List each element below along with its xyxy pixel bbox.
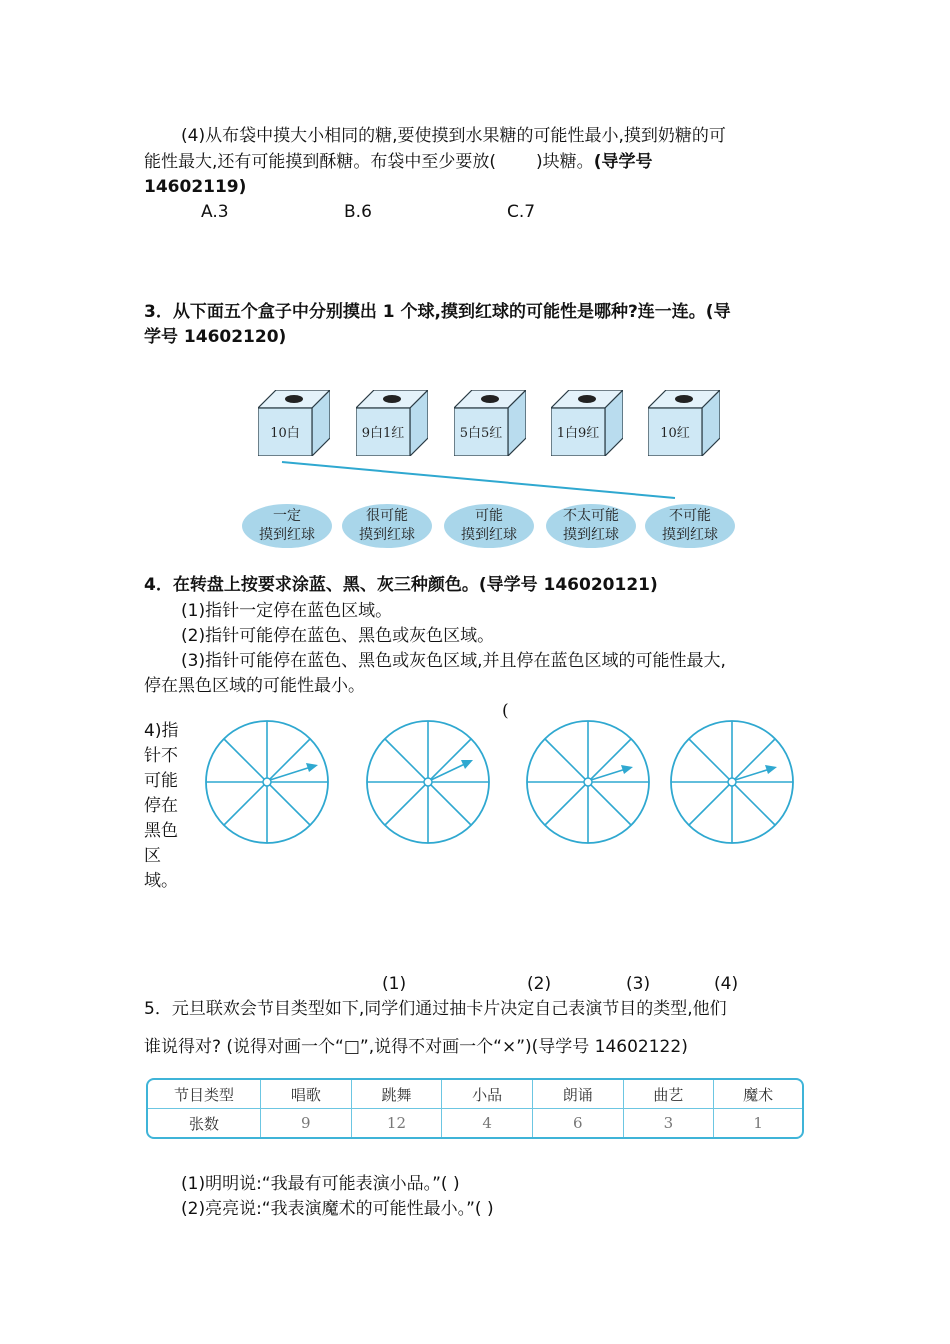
option-a: A.3 (201, 202, 229, 222)
q5-statement-1: (1)明明说:“我最有可能表演小品。”( ) (181, 1174, 460, 1194)
table-cell: 小品 (442, 1080, 533, 1109)
q2-4-line2c: (导学号 (593, 152, 653, 172)
table-cell: 曲艺 (624, 1080, 715, 1109)
spinner-4[interactable] (667, 717, 797, 847)
oval-line1: 不太可能 (563, 508, 619, 524)
box-label: 10红 (660, 426, 690, 441)
table-cell: 4 (442, 1109, 533, 1137)
oval-line2: 摸到红球 (461, 527, 517, 543)
option-c: C.7 (507, 202, 536, 222)
q2-4-line2a: 能性最大,还有可能摸到酥糖。布袋中至少要放( (144, 152, 497, 172)
q5-line2: 谁说得对? (说得对画一个“□”,说得不对画一个“×”)(导学号 14602122) (144, 1037, 688, 1057)
oval-line1: 很可能 (366, 508, 408, 524)
connect-line (270, 458, 690, 504)
table-cell: 6 (533, 1109, 624, 1137)
oval-very-likely (342, 504, 432, 548)
oval-line2: 摸到红球 (359, 527, 415, 543)
q4-p2: (2)指针可能停在蓝色、黑色或灰色区域。 (181, 626, 495, 646)
table-cell: 张数 (148, 1109, 261, 1137)
oval-certain (242, 504, 332, 548)
box-10-red (648, 390, 720, 456)
q3-line1: 3．从下面五个盒子中分别摸出 1 个球,摸到红球的可能性是哪种?连一连。(导 (144, 302, 731, 322)
oval-line2: 摸到红球 (259, 527, 315, 543)
q2-4-line2 (144, 150, 652, 174)
spinner-label-4: (4) (714, 974, 739, 994)
table-cell: 跳舞 (352, 1080, 443, 1109)
q2-4-line2b: )块糖。 (536, 152, 594, 172)
table-cell: 朗诵 (533, 1080, 624, 1109)
box-1white-9red (551, 390, 623, 456)
table-cell: 1 (753, 1114, 763, 1132)
box-5white-5red (454, 390, 526, 456)
table-cell: 12 (352, 1109, 443, 1137)
q4-p3b: 停在黑色区域的可能性最小。 (144, 676, 365, 696)
spinner-3[interactable] (523, 717, 653, 847)
oval-unlikely (546, 504, 636, 548)
table-cell: 魔术 (714, 1080, 802, 1109)
oval-line2: 摸到红球 (662, 527, 718, 543)
oval-line1: 不可能 (669, 508, 711, 524)
oval-line1: 一定 (273, 508, 301, 524)
q4-p4: 4)指针不可能停在黑色区域。 (144, 721, 179, 891)
box-9white-1red (356, 390, 428, 456)
box-10-white (258, 390, 330, 456)
spinner-label-2: (2) (527, 974, 552, 994)
q2-4-line3: 14602119) (144, 177, 247, 197)
q4-p3a: (3)指针可能停在蓝色、黑色或灰色区域,并且停在蓝色区域的可能性最大, (181, 651, 726, 671)
table-row (148, 1109, 802, 1137)
table-cell: 3 (624, 1109, 715, 1137)
oval-impossible (645, 504, 735, 548)
oval-line2: 摸到红球 (563, 527, 619, 543)
q4-title: 4．在转盘上按要求涂蓝、黑、灰三种颜色。(导学号 146020121) (144, 575, 658, 595)
q2-4-line1: (4)从布袋中摸大小相同的糖,要使摸到水果糖的可能性最小,摸到奶糖的可 (181, 126, 726, 146)
program-table (146, 1078, 804, 1139)
q4-paren: ( (502, 701, 509, 721)
q5-line1: 5．元旦联欢会节目类型如下,同学们通过抽卡片决定自己表演节目的类型,他们 (144, 999, 727, 1019)
table-cell: 唱歌 (261, 1080, 352, 1109)
q5-statement-2: (2)亮亮说:“我表演魔术的可能性最小。”( ) (181, 1199, 494, 1219)
box-label: 9白1红 (361, 426, 405, 441)
spinner-1[interactable] (202, 717, 332, 847)
spinner-2[interactable] (363, 717, 493, 847)
table-cell: 节目类型 (148, 1080, 261, 1109)
q4-p1: (1)指针一定停在蓝色区域。 (181, 601, 393, 621)
spinner-label-3: (3) (626, 974, 651, 994)
spinner-label-1: (1) (382, 974, 407, 994)
box-label: 5白5红 (459, 426, 503, 441)
table-cell: 9 (261, 1109, 352, 1137)
oval-possible (444, 504, 534, 548)
table-header-row (148, 1080, 802, 1109)
option-b: B.6 (344, 202, 372, 222)
box-label: 10白 (270, 426, 300, 441)
oval-line1: 可能 (475, 508, 503, 524)
box-label: 1白9红 (556, 426, 600, 441)
q3-line2: 学号 14602120) (144, 327, 287, 347)
